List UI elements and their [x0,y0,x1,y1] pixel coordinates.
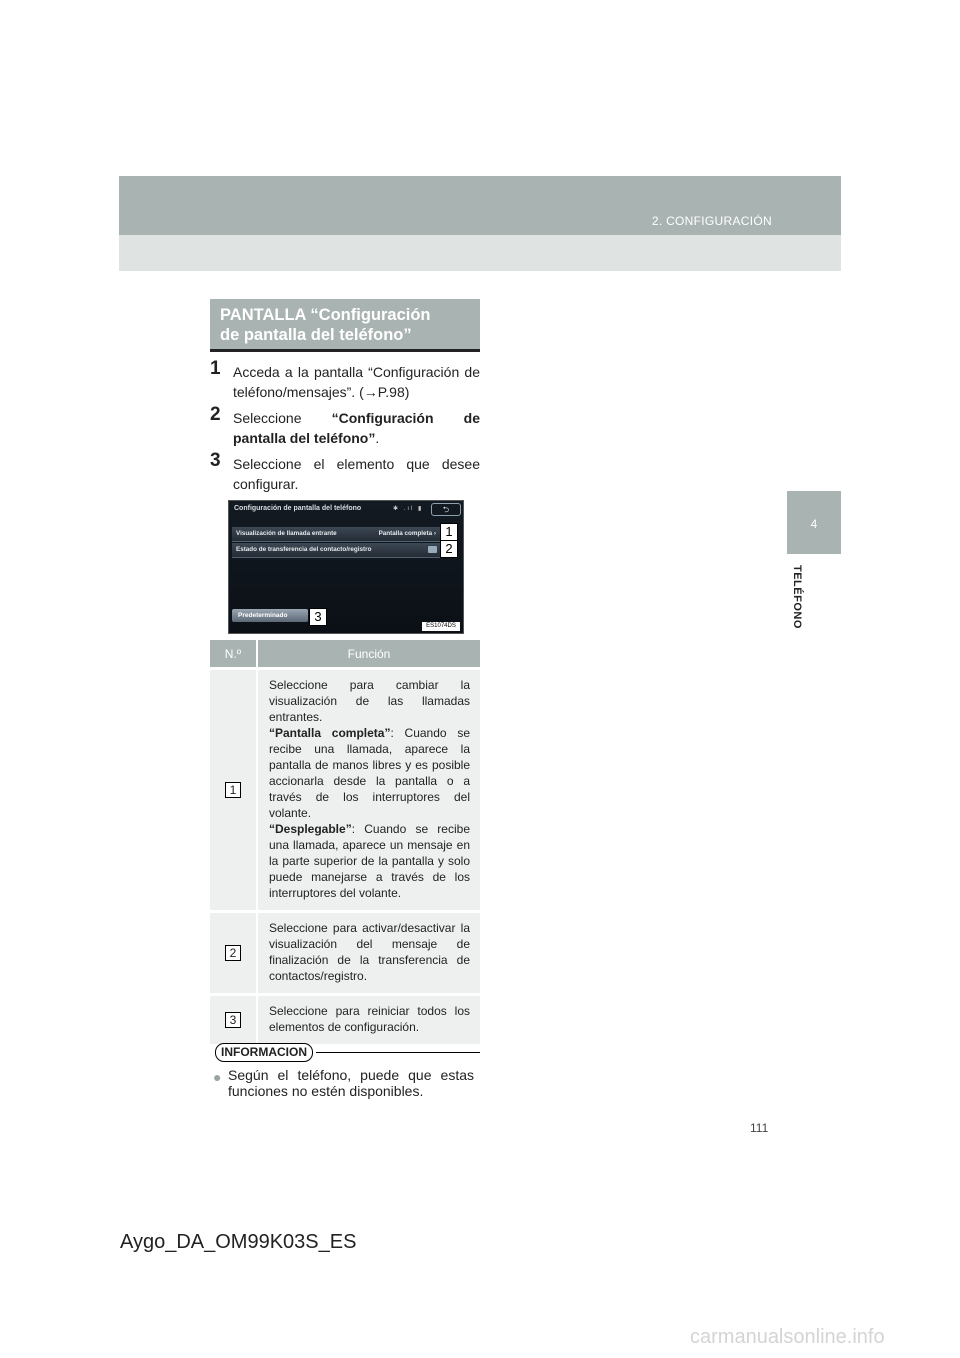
screen-image [228,500,464,634]
option-label: “Desplegable” [269,822,352,836]
chapter-label: TELÉFONO [791,565,803,629]
option-text: : Cuando se recibe una llamada, aparece la pantalla de manos libres y es posible accionarla desde la pantalla o a través de los interruptores del volante. [269,726,470,820]
callout-3: 3 [309,608,327,626]
image-code: ES1074DS [422,622,460,631]
chapter-number: 4 [810,517,818,531]
step-3 [210,450,480,494]
callout-2: 2 [440,540,458,558]
screen-row-incoming-call [232,527,440,542]
screen-row-label: Estado de transferencia del contacto/registro [236,546,372,553]
table-row [210,669,480,912]
step-text [233,408,480,448]
step-text-suffix: . [375,430,380,446]
row-description [257,669,480,912]
screen-row-label: Visualización de llamada entrante [236,530,337,537]
row-number: 3 [225,1012,241,1028]
back-icon: ⮌ [431,503,461,516]
option-text: : Cuando se recibe una llamada, aparece un mensaje en la parte superior de la pantalla y solo puede manejarse a través de los interruptores del volante. [269,822,470,900]
step-text-prefix: Seleccione [233,410,332,426]
step-number: 2 [210,404,221,425]
step-number: 3 [210,450,221,471]
watermark: carmanualsonline.info [690,1326,885,1348]
page-number: 111 [750,1121,769,1135]
info-divider [316,1052,480,1053]
row-number: 1 [225,782,241,798]
check-icon [428,546,437,553]
screen-title: Configuración de pantalla del teléfono [234,505,362,512]
info-badge: INFORMACION [215,1043,313,1062]
screen-default-button: Predeterminado [232,609,308,622]
table-row [210,912,480,995]
row-description-option [269,725,470,821]
section-title [220,305,431,345]
footer-code: Aygo_DA_OM99K03S_ES [120,1231,357,1253]
step-2 [210,404,480,448]
screen-row-transfer-status [232,543,440,558]
section-title-line1: PANTALLA “Configuración [220,306,431,324]
row-description-option [269,821,470,901]
section-header: 2. CONFIGURACIÓN [651,214,772,228]
option-label: “Pantalla completa” [269,726,391,740]
screen-row-value: Pantalla completa › [378,530,436,537]
row-number-cell [210,669,257,912]
step-1 [210,358,480,402]
function-table [210,640,480,1044]
table-header-function: Función [257,640,480,669]
row-description: Seleccione para reiniciar todos los elementos de configuración. [257,995,480,1045]
header-subband [119,235,841,271]
step-text-bold: “Configuración de pantalla del teléfono” [233,410,480,446]
step-text: Acceda a la pantalla “Configuración de teléfono/mensajes”. (→P.98) [233,364,480,400]
step-number: 1 [210,358,221,379]
table-row [210,995,480,1045]
row-number-cell [210,995,257,1045]
row-number: 2 [225,945,241,961]
signal-icon: ✱ .ıl ▮ [393,506,424,512]
row-description-text: Seleccione para cambiar la visualización de las llamadas entrantes. [269,678,470,724]
step-text: Seleccione el elemento que desee configurar. [233,456,480,492]
info-text: Según el teléfono, puede que estas funciones no estén disponibles. [228,1067,474,1099]
section-title-line2: de pantalla del teléfono” [220,326,412,344]
row-description: Seleccione para activar/desactivar la visualización del mensaje de finalización de la transferencia de contactos/registro. [257,912,480,995]
table-header-number: N.º [210,640,257,669]
section-title-box [210,299,480,352]
callout-1: 1 [440,523,458,541]
row-number-cell [210,912,257,995]
bullet-icon: ● [213,1069,222,1085]
